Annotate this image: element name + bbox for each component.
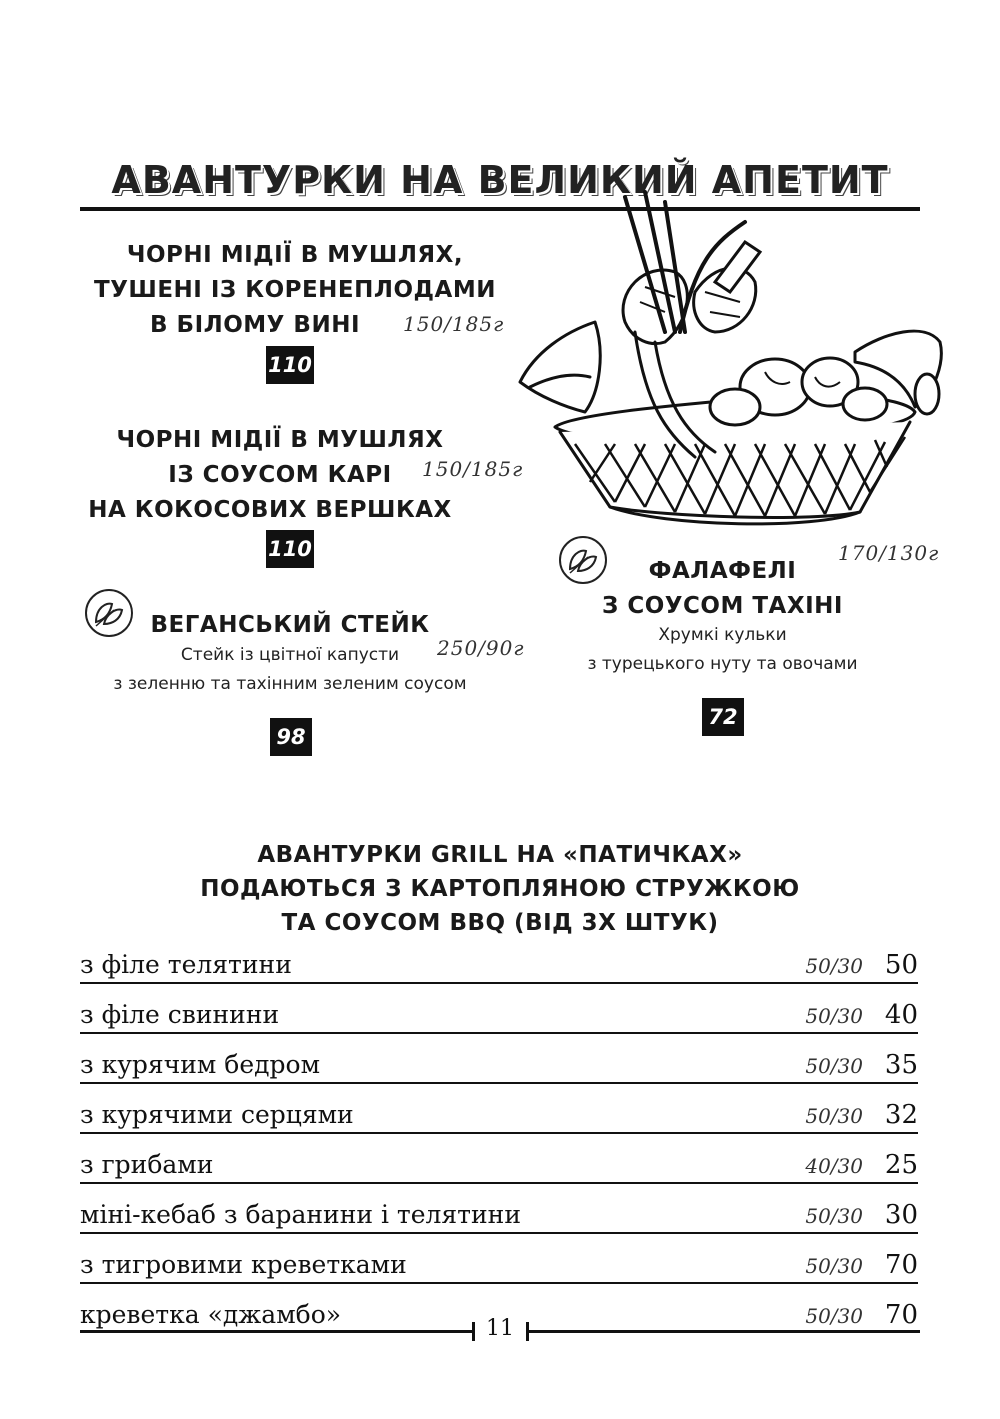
desc-line: Стейк із цвітної капусти [180, 645, 400, 665]
dish-falafel [560, 554, 885, 624]
item-weight: 40/30 [805, 1154, 863, 1178]
page-title: АВАНТУРКИ НА ВЕЛИКИЙ АПЕТИТ [111, 158, 889, 202]
dish-title-line: В БІЛОМУ ВИНІ [150, 312, 360, 338]
list-item [80, 1135, 918, 1184]
item-weight: 50/30 [805, 1204, 863, 1228]
item-price: 70 [884, 1300, 918, 1330]
dish-title-line: ТУШЕНІ ІЗ КОРЕНЕПЛОДАМИ [94, 277, 496, 303]
grill-title-line: ПОДАЮТЬСЯ З КАРТОПЛЯНОЮ СТРУЖКОЮ [200, 876, 800, 902]
item-price: 35 [884, 1050, 918, 1080]
item-price: 30 [884, 1200, 918, 1230]
dish-title-line: ЧОРНІ МІДІЇ В МУШЛЯХ, [126, 242, 464, 268]
item-name: з курячими серцями [80, 1100, 354, 1129]
item-weight: 50/30 [805, 1304, 863, 1328]
dish-weight: 150/185г [422, 457, 524, 481]
footer-rule-right [526, 1330, 920, 1333]
item-price: 70 [884, 1250, 918, 1280]
item-weight: 50/30 [805, 1054, 863, 1078]
item-price: 40 [884, 1000, 918, 1030]
item-weight: 50/30 [805, 1004, 863, 1028]
item-name: міні-кебаб з баранини і телятини [80, 1200, 522, 1229]
item-weight: 50/30 [805, 1104, 863, 1128]
page-number: 11 [486, 1316, 514, 1341]
grill-menu-list [80, 935, 918, 1333]
item-name: з курячим бедром [80, 1050, 321, 1079]
item-price: 32 [884, 1100, 918, 1130]
dish-title-line: ФАЛАФЕЛІ [648, 558, 797, 584]
item-name: з тигровими креветками [80, 1250, 407, 1279]
desc-line: з турецького нуту та овочами [587, 654, 858, 674]
price-badge: 110 [266, 346, 314, 384]
vegan-leaf-icon [84, 588, 134, 638]
item-price: 25 [884, 1150, 918, 1180]
list-item [80, 1185, 918, 1234]
dish-title-line: ІЗ СОУСОМ КАРІ [168, 462, 392, 488]
list-item [80, 1035, 918, 1084]
dish-title: ВЕГАНСЬКИЙ СТЕЙК [150, 612, 430, 638]
item-weight: 50/30 [805, 954, 863, 978]
grill-title-line: АВАНТУРКИ GRILL НА «ПАТИЧКАХ» [257, 842, 743, 868]
list-item [80, 935, 918, 984]
grill-title-line: ТА СОУСОМ BBQ (ВІД 3Х ШТУК) [281, 910, 719, 936]
desc-line: з зеленню та тахінним зеленим соусом [113, 674, 467, 694]
footer-rule-left [80, 1330, 472, 1333]
item-name: з грибами [80, 1150, 214, 1179]
desc-line: Хрумкі кульки [658, 625, 787, 645]
list-item [80, 1235, 918, 1284]
dish-weight: 250/90г [437, 636, 525, 660]
item-name: креветка «джамбо» [80, 1300, 342, 1329]
dish-title-line: НА КОКОСОВИХ ВЕРШКАХ [88, 497, 452, 523]
dish-weight: 170/130г [838, 541, 940, 565]
page-footer [80, 1316, 920, 1346]
item-name: з філе телятини [80, 950, 292, 979]
price-badge: 98 [270, 718, 312, 756]
item-weight: 50/30 [805, 1254, 863, 1278]
dish-description [70, 641, 510, 699]
list-item [80, 1085, 918, 1134]
price-badge: 110 [266, 530, 314, 568]
dish-title-line: ЧОРНІ МІДІЇ В МУШЛЯХ [116, 427, 444, 453]
dish-weight: 150/185г [403, 312, 505, 336]
basket-of-vegetables-illustration [515, 182, 945, 532]
dish-title-line: З СОУСОМ ТАХІНІ [602, 593, 843, 619]
item-price: 50 [884, 950, 918, 980]
item-name: з філе свинини [80, 1000, 280, 1029]
dish-description [545, 621, 900, 679]
list-item [80, 985, 918, 1034]
grill-section-title [80, 838, 920, 940]
price-badge: 72 [702, 698, 744, 736]
